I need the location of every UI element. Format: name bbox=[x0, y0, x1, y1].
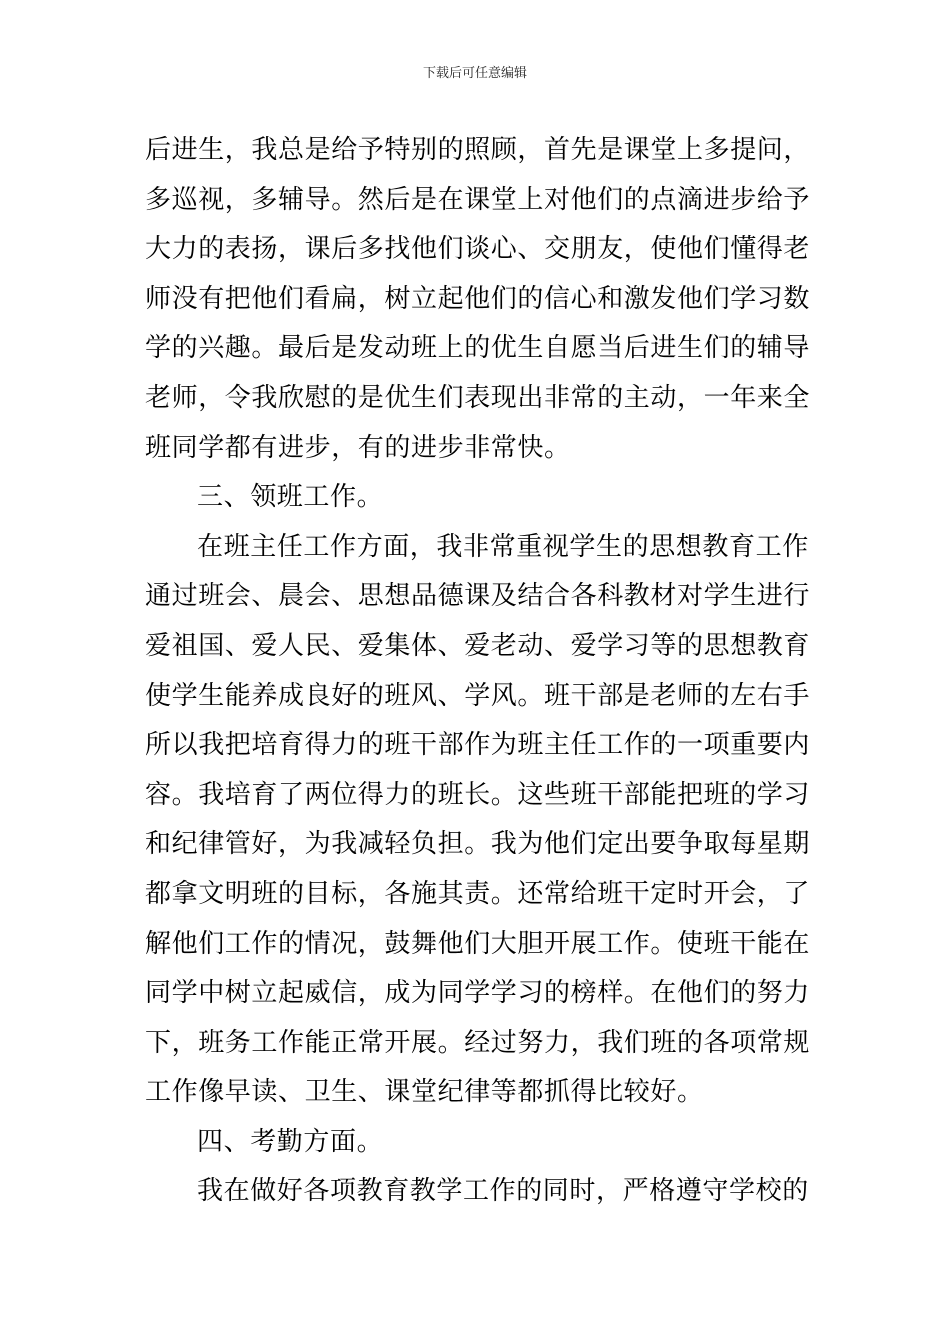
text-line: 下，班务工作能正常开展。经过努力，我们班的各项常规 bbox=[145, 1027, 811, 1058]
text-line: 爱祖国、爱人民、爱集体、爱老动、爱学习等的思想教育 bbox=[145, 630, 811, 661]
text-line: 老师，令我欣慰的是优生们表现出非常的主动，一年来全 bbox=[145, 382, 811, 413]
document-body bbox=[145, 126, 815, 1217]
text-line: 通过班会、晨会、思想品德课及结合各科教材对学生进行 bbox=[145, 581, 811, 612]
text-line: 解他们工作的情况，鼓舞他们大胆开展工作。使班干能在 bbox=[145, 928, 811, 959]
text-line: 师没有把他们看扁，树立起他们的信心和激发他们学习数 bbox=[145, 283, 811, 314]
text-line: 同学中树立起威信，成为同学学习的榜样。在他们的努力 bbox=[145, 978, 811, 1009]
text-line: 我在做好各项教育教学工作的同时，严格遵守学校的 bbox=[197, 1176, 809, 1207]
page-header: 下载后可任意编辑 bbox=[422, 66, 527, 81]
text-line: 大力的表扬，课后多找他们谈心、交朋友，使他们懂得老 bbox=[145, 234, 811, 265]
text-line: 多巡视，多辅导。然后是在课堂上对他们的点滴进步给予 bbox=[145, 184, 811, 215]
text-line: 和纪律管好，为我减轻负担。我为他们定出要争取每星期 bbox=[145, 829, 811, 860]
text-line: 后进生，我总是给予特别的照顾，首先是课堂上多提问， bbox=[145, 135, 811, 165]
text-line: 学的兴趣。最后是发动班上的优生自愿当后进生们的辅导 bbox=[145, 333, 811, 364]
text-line: 容。我培育了两位得力的班长。这些班干部能把班的学习 bbox=[145, 779, 811, 810]
text-line: 班同学都有进步，有的进步非常快。 bbox=[145, 432, 571, 463]
text-line: 工作像早读、卫生、课堂纪律等都抓得比较好。 bbox=[145, 1077, 704, 1108]
section-heading: 四、考勤方面。 bbox=[197, 1126, 384, 1157]
text-line: 使学生能养成良好的班风、学风。班干部是老师的左右手 bbox=[145, 680, 811, 711]
text-line: 都拿文明班的目标，各施其责。还常给班干定时开会，了 bbox=[145, 878, 811, 909]
text-line: 所以我把培育得力的班干部作为班主任工作的一项重要内 bbox=[145, 730, 811, 761]
section-heading: 三、领班工作。 bbox=[197, 482, 384, 513]
text-line: 在班主任工作方面，我非常重视学生的思想教育工作 bbox=[197, 531, 809, 562]
